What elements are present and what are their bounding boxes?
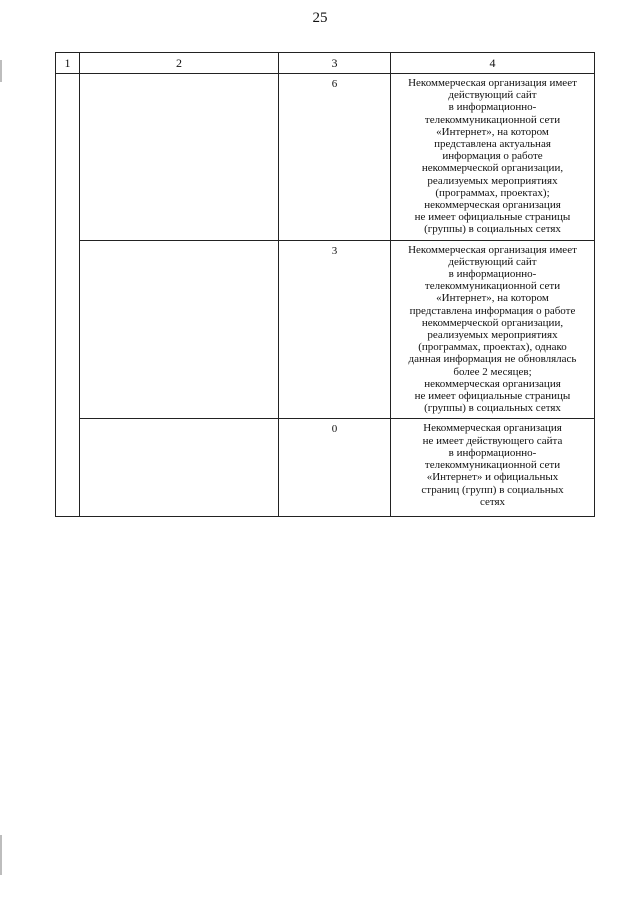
page-number: 25 — [312, 10, 328, 26]
criteria-line: данная информация не обновлялась — [408, 353, 577, 366]
criteria-cell — [391, 240, 595, 419]
criteria-line: Некоммерческая организация имеет — [408, 77, 577, 89]
criteria-line: информация о работе — [442, 150, 543, 163]
criteria-line: «Интернет», на котором — [436, 125, 549, 138]
criteria-line: в информационно- — [448, 446, 537, 459]
score-cell: 3 — [279, 240, 391, 419]
criteria-line: не имеет действующего сайта — [422, 434, 563, 447]
criteria-line: представлена информация о работе — [409, 304, 576, 317]
criteria-line: сетях — [479, 495, 506, 508]
criteria-line: страниц (групп) в социальных — [421, 483, 564, 496]
score-cell: 0 — [279, 419, 391, 516]
criteria-line: «Интернет» и официальных — [426, 471, 559, 484]
criteria-line: некоммерческой организации, — [421, 316, 564, 329]
indicator-cell — [80, 419, 279, 516]
criteria-line: Некоммерческая организация — [423, 422, 562, 435]
criteria-line: (программах, проектах), однако — [418, 341, 567, 354]
criteria-line: в информационно- — [448, 268, 537, 281]
indicator-cell — [80, 240, 279, 419]
column-header: 1 — [56, 53, 80, 74]
table-row — [56, 74, 595, 241]
criteria-line: реализуемых мероприятиях — [427, 174, 558, 187]
indicator-cell — [80, 74, 279, 241]
criteria-line: «Интернет», на котором — [436, 292, 549, 305]
criteria-line: в информационно- — [448, 101, 537, 114]
criteria-line: действующий сайт — [448, 89, 537, 102]
criteria-cell — [391, 74, 595, 241]
criteria-line: телекоммуникационной сети — [424, 459, 561, 472]
criteria-line: некоммерческая организация — [424, 377, 561, 390]
criteria-line: (группы) в социальных сетях — [424, 223, 561, 236]
criteria-line: некоммерческой организации, — [421, 162, 564, 175]
column-header: 4 — [391, 53, 595, 74]
criteria-line: (группы) в социальных сетях — [424, 402, 561, 415]
criteria-line: не имеет официальные страницы — [414, 211, 571, 224]
criteria-cell — [391, 419, 595, 516]
criteria-line: телекоммуникационной сети — [424, 280, 561, 293]
column-header: 2 — [80, 53, 279, 74]
column-header: 3 — [279, 53, 391, 74]
criteria-line: Некоммерческая организация имеет — [408, 243, 577, 256]
scan-edge-mark — [0, 835, 2, 875]
table-header-row — [56, 53, 595, 74]
table-row — [56, 419, 595, 516]
criteria-line: более 2 месяцев; — [453, 365, 532, 378]
criteria-line: реализуемых мероприятиях — [427, 329, 558, 342]
criteria-table — [55, 52, 595, 517]
criteria-line: действующий сайт — [448, 255, 537, 268]
criteria-line: представлена актуальная — [434, 138, 551, 151]
scan-edge-mark — [0, 60, 2, 82]
table-row — [56, 240, 595, 419]
criteria-line: телекоммуникационной сети — [424, 113, 561, 126]
criteria-line: некоммерческая организация — [424, 199, 561, 212]
index-cell — [56, 74, 80, 517]
criteria-line: (программах, проектах); — [435, 186, 550, 199]
criteria-line: не имеет официальные страницы — [414, 390, 571, 403]
score-cell: 6 — [279, 74, 391, 241]
